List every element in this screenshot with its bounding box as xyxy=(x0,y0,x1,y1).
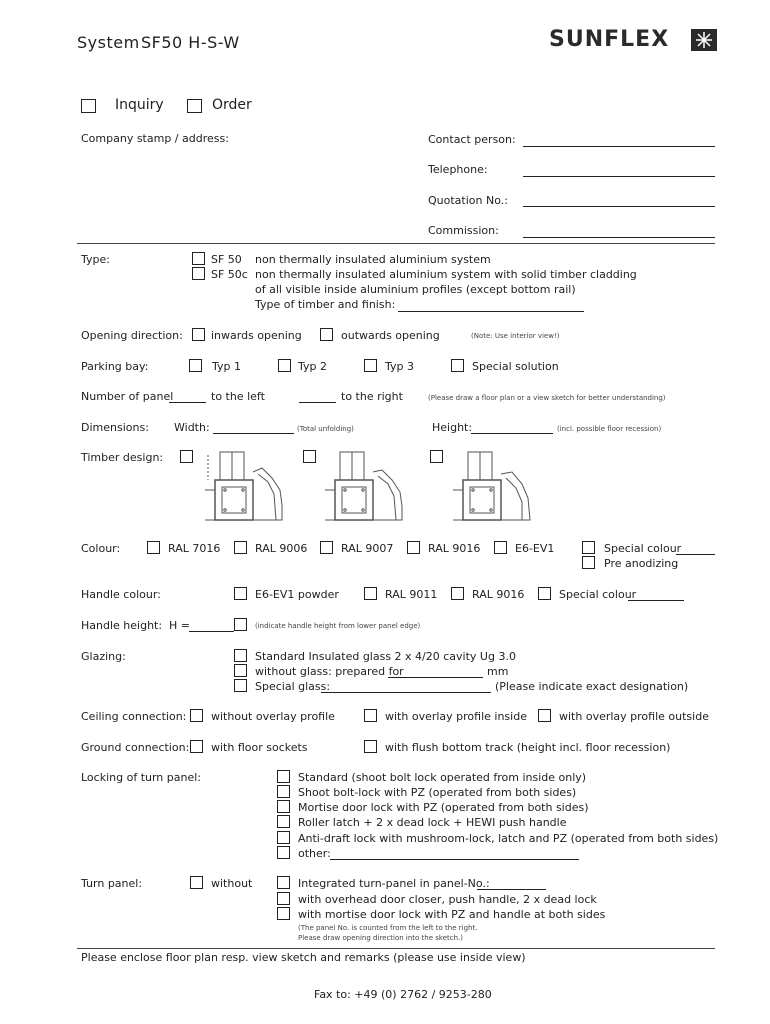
timber-design-2-checkbox[interactable] xyxy=(303,450,316,463)
parking-bay-label: Parking bay: xyxy=(81,360,149,373)
turn-panel-note-1: (The panel No. is counted from the left to the right. xyxy=(298,924,478,932)
width-label: Width: xyxy=(174,421,210,434)
commission-field[interactable] xyxy=(523,237,715,238)
typ3-label: Typ 3 xyxy=(385,360,414,373)
pre-anodizing-checkbox[interactable] xyxy=(582,556,595,569)
turn-panel-closer-label: with overhead door closer, push handle, 2 x dead lock xyxy=(298,893,597,906)
telephone-field[interactable] xyxy=(523,176,715,177)
height-label: Height: xyxy=(432,421,473,434)
colour-ral7016-label: RAL 7016 xyxy=(168,542,221,555)
glazing-without-checkbox[interactable] xyxy=(234,664,247,677)
quotation-label: Quotation No.: xyxy=(428,194,508,207)
turn-panel-integrated-checkbox[interactable] xyxy=(277,876,290,889)
colour-ral9007-checkbox[interactable] xyxy=(320,541,333,554)
locking-label: Locking of turn panel: xyxy=(81,771,201,784)
timber-profile-3-image xyxy=(450,450,535,522)
locking-other-checkbox[interactable] xyxy=(277,846,290,859)
turn-panel-closer-checkbox[interactable] xyxy=(277,892,290,905)
turn-panel-note-2: Please draw opening direction into the sketch.) xyxy=(298,934,464,942)
glazing-special-field[interactable] xyxy=(321,692,491,693)
inwards-opening-checkbox[interactable] xyxy=(192,328,205,341)
type-sf50-label: SF 50 xyxy=(211,253,242,266)
type-sf50c-label: SF 50c xyxy=(211,268,248,281)
dimensions-label: Dimensions: xyxy=(81,421,149,434)
locking-standard-label: Standard (shoot bolt lock operated from inside only) xyxy=(298,771,587,784)
handle-height-field[interactable] xyxy=(189,631,234,632)
locking-shootbolt-checkbox[interactable] xyxy=(277,785,290,798)
colour-e6ev1-label: E6-EV1 xyxy=(515,542,555,555)
ground-sockets-label: with floor sockets xyxy=(211,741,308,754)
type-sf50-desc: non thermally insulated aluminium system xyxy=(255,253,491,266)
handle-special-checkbox[interactable] xyxy=(538,587,551,600)
handle-e6ev1-checkbox[interactable] xyxy=(234,587,247,600)
colour-label: Colour: xyxy=(81,542,121,555)
height-field[interactable] xyxy=(471,433,553,434)
outwards-opening-checkbox[interactable] xyxy=(320,328,333,341)
colour-ral9007-label: RAL 9007 xyxy=(341,542,394,555)
typ1-label: Typ 1 xyxy=(212,360,241,373)
handle-e6ev1-label: E6-EV1 powder xyxy=(255,588,339,601)
glazing-special-note: (Please indicate exact designation) xyxy=(495,680,689,693)
timber-finish-label: Type of timber and finish: xyxy=(255,298,396,311)
locking-antidraft-label: Anti-draft lock with mushroom-lock, latch and PZ (operated from both sides) xyxy=(298,832,719,845)
locking-mortise-checkbox[interactable] xyxy=(277,800,290,813)
order-label: Order xyxy=(212,97,252,113)
locking-other-label: other: xyxy=(298,847,331,860)
order-checkbox[interactable] xyxy=(187,99,202,113)
number-panel-label: Number of panel xyxy=(81,390,174,403)
handle-height-note: (indicate handle height from lower panel edge) xyxy=(255,622,421,630)
typ2-label: Typ 2 xyxy=(298,360,327,373)
ceiling-without-label: without overlay profile xyxy=(211,710,335,723)
timber-design-label: Timber design: xyxy=(81,451,164,464)
commission-label: Commission: xyxy=(428,224,499,237)
locking-roller-label: Roller latch + 2 x dead lock + HEWI push handle xyxy=(298,816,567,829)
divider xyxy=(77,243,715,244)
colour-special-checkbox[interactable] xyxy=(582,541,595,554)
type-sf50-checkbox[interactable] xyxy=(192,252,205,265)
handle-ral9016-label: RAL 9016 xyxy=(472,588,525,601)
handle-ral9011-label: RAL 9011 xyxy=(385,588,438,601)
opening-direction-label: Opening direction: xyxy=(81,329,183,342)
panels-left-label: to the left xyxy=(211,390,265,403)
locking-roller-checkbox[interactable] xyxy=(277,815,290,828)
inquiry-checkbox[interactable] xyxy=(81,99,96,113)
locking-standard-checkbox[interactable] xyxy=(277,770,290,783)
colour-ral9016-checkbox[interactable] xyxy=(407,541,420,554)
system-label: System xyxy=(77,33,140,52)
typ2-checkbox[interactable] xyxy=(278,359,291,372)
typ3-checkbox[interactable] xyxy=(364,359,377,372)
colour-ral9006-label: RAL 9006 xyxy=(255,542,308,555)
ceiling-without-checkbox[interactable] xyxy=(190,709,203,722)
contact-person-field[interactable] xyxy=(523,146,715,147)
width-note: (Total unfolding) xyxy=(297,425,354,433)
height-note: (incl. possible floor recession) xyxy=(557,425,662,433)
type-label: Type: xyxy=(81,253,110,266)
ceiling-outside-label: with overlay profile outside xyxy=(559,710,709,723)
glazing-standard-label: Standard Insulated glass 2 x 4/20 cavity Ug 3.0 xyxy=(255,650,516,663)
company-stamp-label: Company stamp / address: xyxy=(81,132,229,145)
typ1-checkbox[interactable] xyxy=(189,359,202,372)
handle-ral9011-checkbox[interactable] xyxy=(364,587,377,600)
glazing-standard-checkbox[interactable] xyxy=(234,649,247,662)
opening-note: (Note: Use interior view!) xyxy=(471,332,560,340)
colour-e6ev1-checkbox[interactable] xyxy=(494,541,507,554)
panels-note: (Please draw a floor plan or a view sketch for better understanding) xyxy=(428,394,666,402)
width-field[interactable] xyxy=(213,433,294,434)
colour-ral9016-label: RAL 9016 xyxy=(428,542,481,555)
ceiling-connection-label: Ceiling connection: xyxy=(81,710,187,723)
locking-shootbolt-label: Shoot bolt-lock with PZ (operated from both sides) xyxy=(298,786,577,799)
turn-panel-mortise-label: with mortise door lock with PZ and handle at both sides xyxy=(298,908,606,921)
turn-panel-without-checkbox[interactable] xyxy=(190,876,203,889)
handle-height-checkbox[interactable] xyxy=(234,618,247,631)
turn-panel-mortise-checkbox[interactable] xyxy=(277,907,290,920)
turn-panel-integrated-label: Integrated turn-panel in panel-No.: xyxy=(298,877,490,890)
contact-person-label: Contact person: xyxy=(428,133,516,146)
fax-number: Fax to: +49 (0) 2762 / 9253-280 xyxy=(314,988,492,1001)
colour-special-field[interactable] xyxy=(676,554,715,555)
colour-ral9006-checkbox[interactable] xyxy=(234,541,247,554)
turn-panel-label: Turn panel: xyxy=(81,877,143,890)
quotation-field[interactable] xyxy=(523,206,715,207)
handle-height-label: Handle height: xyxy=(81,619,163,632)
colour-special-label: Special colour xyxy=(604,542,682,555)
telephone-label: Telephone: xyxy=(428,163,488,176)
brand-logo: SUNFLEX xyxy=(549,27,670,52)
ceiling-outside-checkbox[interactable] xyxy=(538,709,551,722)
timber-design-3-checkbox[interactable] xyxy=(430,450,443,463)
outwards-opening-label: outwards opening xyxy=(341,329,440,342)
footer-divider xyxy=(77,948,715,949)
enclose-note: Please enclose floor plan resp. view sketch and remarks (please use inside view) xyxy=(81,951,526,964)
inwards-opening-label: inwards opening xyxy=(211,329,302,342)
timber-profile-1-image xyxy=(200,450,285,522)
type-sf50c-checkbox[interactable] xyxy=(192,267,205,280)
glazing-unit: mm xyxy=(487,665,509,678)
glazing-special-label: Special glass: xyxy=(255,680,331,693)
ground-track-label: with flush bottom track (height incl. floor recession) xyxy=(385,741,671,754)
ceiling-inside-label: with overlay profile inside xyxy=(385,710,527,723)
timber-design-1-checkbox[interactable] xyxy=(180,450,193,463)
special-solution-label: Special solution xyxy=(472,360,559,373)
locking-other-field[interactable] xyxy=(330,859,579,860)
brand-star-icon xyxy=(691,29,717,51)
handle-colour-label: Handle colour: xyxy=(81,588,161,601)
turn-panel-without-label: without xyxy=(211,877,253,890)
timber-profile-2-image xyxy=(322,450,407,522)
special-solution-checkbox[interactable] xyxy=(451,359,464,372)
locking-mortise-label: Mortise door lock with PZ (operated from both sides) xyxy=(298,801,589,814)
colour-ral7016-checkbox[interactable] xyxy=(147,541,160,554)
glazing-special-checkbox[interactable] xyxy=(234,679,247,692)
system-name: SF50 H-S-W xyxy=(141,33,240,52)
glazing-label: Glazing: xyxy=(81,650,126,663)
handle-special-field[interactable] xyxy=(628,600,684,601)
panels-right-field[interactable] xyxy=(299,402,336,403)
panels-left-field[interactable] xyxy=(169,402,206,403)
pre-anodizing-label: Pre anodizing xyxy=(604,557,679,570)
handle-ral9016-checkbox[interactable] xyxy=(451,587,464,600)
type-sf50c-desc: non thermally insulated aluminium system with solid timber cladding xyxy=(255,268,637,281)
type-sf50c-desc2: of all visible inside aluminium profiles (except bottom rail) xyxy=(255,283,576,296)
glazing-without-field[interactable] xyxy=(388,677,483,678)
turn-panel-number-field[interactable] xyxy=(477,889,546,890)
ground-track-checkbox[interactable] xyxy=(364,740,377,753)
ground-connection-label: Ground connection: xyxy=(81,741,190,754)
inquiry-label: Inquiry xyxy=(115,97,164,113)
timber-finish-field[interactable] xyxy=(398,311,584,312)
handle-h-label: H = xyxy=(169,619,190,632)
glazing-without-label: without glass: prepared for xyxy=(255,665,404,678)
ceiling-inside-checkbox[interactable] xyxy=(364,709,377,722)
ground-sockets-checkbox[interactable] xyxy=(190,740,203,753)
panels-right-label: to the right xyxy=(341,390,403,403)
locking-antidraft-checkbox[interactable] xyxy=(277,831,290,844)
handle-special-label: Special colour xyxy=(559,588,637,601)
